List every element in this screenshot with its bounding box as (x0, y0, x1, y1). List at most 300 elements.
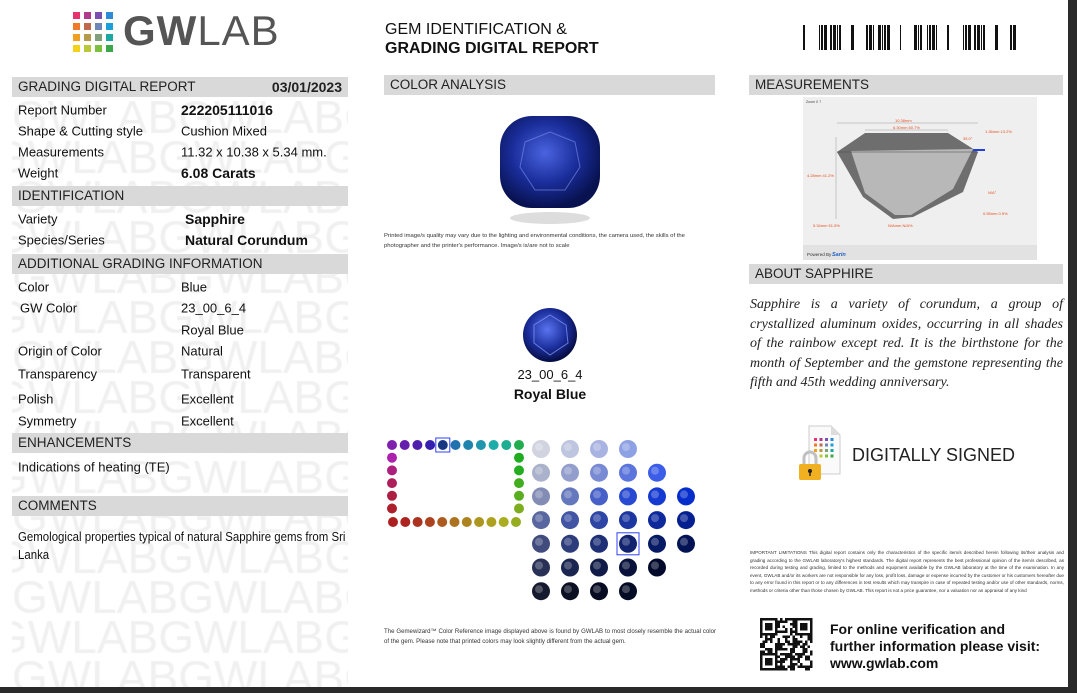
barcode (797, 25, 1017, 50)
qr-module (760, 643, 763, 646)
dot-highlight (651, 514, 659, 522)
dot-highlight (564, 490, 572, 498)
qr-module (805, 623, 808, 626)
qr-module (768, 623, 771, 626)
dot-highlight (593, 443, 601, 451)
qr-module (775, 621, 778, 624)
logo-square (84, 34, 91, 41)
enhancements-text: Indications of heating (TE) (18, 459, 170, 475)
dot-highlight (593, 490, 601, 498)
qr-module (803, 633, 806, 636)
qr-module (790, 658, 793, 661)
barcode-bar (968, 25, 971, 50)
qr-module (800, 656, 803, 659)
field-value: 23_00_6_4 (181, 300, 247, 316)
gw-color-name: Royal Blue (513, 386, 587, 402)
qr-module (785, 653, 788, 656)
barcode-bar (983, 25, 985, 50)
barcode-bar (929, 25, 931, 50)
dot-highlight (564, 467, 572, 475)
qr-module (760, 653, 763, 656)
qr-module (768, 638, 771, 641)
color-analysis-header: COLOR ANALYSIS (384, 75, 715, 95)
field-label: Symmetry (18, 413, 77, 429)
logo-square (106, 34, 113, 41)
dot-highlight (535, 585, 543, 593)
qr-module (763, 668, 766, 671)
qr-module (775, 631, 778, 634)
qr-module (765, 648, 768, 651)
qr-module (783, 658, 786, 661)
qr-module (778, 631, 781, 634)
sig-dot (825, 444, 828, 447)
qr-module (793, 656, 796, 659)
qr-module (793, 638, 796, 641)
sig-dot (814, 444, 817, 447)
qr-module (780, 618, 783, 621)
qr-module (783, 636, 786, 639)
dot-highlight (564, 443, 572, 451)
dot-highlight (651, 538, 659, 546)
hue-dot (388, 517, 398, 527)
dot-highlight (680, 538, 688, 546)
zoom-label: Zoom X 7 (806, 100, 822, 104)
qr-module (768, 668, 771, 671)
website-link[interactable]: www.gwlab.com (830, 655, 939, 671)
important-limitations: IMPORTANT LIMITATIONS This digital report contains only the characteristics of the specific item/s described herein following its/their analysis and grading according to the GWLAB laboratory's highest standards. The digital report represents the best professional opinion of the item/s described, as recorded during testing and grading, limited to the methods and equipment available by the GWLAB laboratory at the time of the examination. In any event, GWLAB and/or its workers are not responsible for any loss, profit loss, damage or expense incurred by the customer or his customers hereafter due to any error found in this report or to any differences in test results which may transpire in case of repeated testing and/or use of other standards, norms, methods or criteria other than those chosen by GWLAB. This report is not a price guarantee, nor a valuation nor an appraisal of any kind (750, 550, 1064, 593)
qr-module (810, 641, 813, 644)
barcode-bar (833, 25, 836, 50)
qr-module (795, 618, 798, 621)
qr-module (790, 661, 793, 664)
qr-module (775, 633, 778, 636)
qr-module (778, 661, 781, 664)
qr-module (790, 651, 793, 654)
table-label: 6.30mm 60.7% (893, 125, 920, 130)
comments-header: COMMENTS (12, 496, 348, 516)
barcode-bar (1013, 25, 1016, 50)
qr-module (760, 626, 763, 629)
qr-module (760, 646, 763, 649)
qr-module (770, 661, 773, 664)
qr-module (800, 623, 803, 626)
qr-module (793, 666, 796, 669)
qr-module (778, 621, 781, 624)
qr-module (795, 643, 798, 646)
hue-dot (387, 440, 397, 450)
qr-module (790, 648, 793, 651)
hue-dot (463, 440, 473, 450)
hue-dot (499, 517, 509, 527)
qr-module (800, 626, 803, 629)
qr-module (803, 666, 806, 669)
qr-module (783, 653, 786, 656)
enhancements-header: ENHANCEMENTS (12, 433, 348, 453)
qr-module (783, 631, 786, 634)
qr-module (770, 618, 773, 621)
qr-module (783, 621, 786, 624)
hue-dot (514, 465, 524, 475)
barcode-bar (932, 25, 935, 50)
sig-dot (825, 438, 828, 441)
qr-module (783, 626, 786, 629)
hue-dot (514, 453, 524, 463)
qr-module (785, 621, 788, 624)
dot-highlight (680, 514, 688, 522)
qr-module (803, 626, 806, 629)
qr-module (785, 638, 788, 641)
sig-dot (814, 438, 817, 441)
qr-module (795, 631, 798, 634)
sig-dot (831, 444, 834, 447)
qr-module (790, 628, 793, 631)
hue-dot (400, 517, 410, 527)
qr-module (790, 643, 793, 646)
qr-module (800, 663, 803, 666)
qr-module (810, 628, 813, 631)
qr-module (788, 643, 791, 646)
qr-module (798, 641, 801, 644)
qr-module (778, 646, 781, 649)
qr-module (793, 648, 796, 651)
qr-module (760, 621, 763, 624)
qr-module (760, 618, 763, 621)
qr-module (800, 646, 803, 649)
gw-color-gem (522, 307, 578, 363)
field-label: Species/Series (18, 232, 105, 248)
qr-module (805, 651, 808, 654)
qr-module (768, 618, 771, 621)
qr-module (763, 618, 766, 621)
grading-report-header: GRADING DIGITAL REPORT 03/01/2023 (12, 77, 348, 97)
qr-module (775, 626, 778, 629)
sig-dot (820, 449, 823, 452)
qr-module (775, 653, 778, 656)
qr-module (793, 626, 796, 629)
field-value: Cushion Mixed (181, 123, 267, 139)
qr-module (803, 628, 806, 631)
barcode-bar (887, 25, 890, 50)
qr-module (800, 628, 803, 631)
field-value: Natural (181, 343, 223, 359)
barcode-bar (866, 25, 868, 50)
logo-square (84, 23, 91, 30)
qr-module (798, 618, 801, 621)
qr-module (795, 626, 798, 629)
barcode-bar (873, 25, 874, 50)
qr-module (785, 618, 788, 621)
qr-module (760, 636, 763, 639)
gemewizard-color-reference (380, 430, 710, 610)
qr-module (795, 658, 798, 661)
field-value: Sapphire (185, 211, 245, 227)
qr-module (793, 663, 796, 666)
qr-module (765, 628, 768, 631)
report-title: GEM IDENTIFICATION & GRADING DIGITAL REPORT (385, 21, 599, 57)
sig-dot (831, 449, 834, 452)
barcode-bar (837, 25, 838, 50)
qr-module (808, 633, 811, 636)
sig-dot (825, 449, 828, 452)
qr-module (775, 666, 778, 669)
sig-dot (820, 455, 823, 458)
qr-module (778, 666, 781, 669)
qr-module (798, 643, 801, 646)
qr-module (793, 646, 796, 649)
dot-highlight (564, 538, 572, 546)
barcode-bar (882, 25, 883, 50)
dot-highlight (622, 585, 630, 593)
qr-module (780, 621, 783, 624)
hue-dot (425, 440, 435, 450)
about-sapphire-text: Sapphire is a variety of corundum, a group of crystallized aluminum oxides, occurring in all shades of the rainbow except red. It is the birthstone for the month of September and the gemstone representing the fifth and 45th wedding anniversary. (750, 297, 1063, 390)
qr-module (790, 653, 793, 656)
qr-module (790, 668, 793, 671)
qr-module (793, 651, 796, 654)
qr-module (808, 658, 811, 661)
dot-highlight (651, 467, 659, 475)
hue-dot (387, 491, 397, 501)
field-label: Transparency (18, 366, 97, 382)
qr-module (765, 663, 768, 666)
hue-dot (438, 440, 448, 450)
qr-module (783, 661, 786, 664)
sig-dot (814, 449, 817, 452)
barcode-bar (974, 25, 976, 50)
qr-module (795, 623, 798, 626)
digitally-signed-icon (797, 424, 843, 482)
qr-module (808, 666, 811, 669)
qr-module (765, 636, 768, 639)
pavilion-label: 4.28mm 41.2% (807, 173, 834, 178)
qr-module (765, 653, 768, 656)
qr-module (793, 643, 796, 646)
hue-dot (474, 517, 484, 527)
qr-module (805, 628, 808, 631)
qr-module (775, 658, 778, 661)
dot-highlight (651, 562, 659, 570)
hue-dot (387, 504, 397, 514)
field-value: Royal Blue (181, 322, 244, 338)
qr-module (793, 618, 796, 621)
qr-module (798, 658, 801, 661)
hue-dot (514, 491, 524, 501)
barcode-bar (981, 25, 982, 50)
qr-module (798, 653, 801, 656)
qr-module (785, 641, 788, 644)
qr-module (788, 618, 791, 621)
qr-module (765, 626, 768, 629)
logo-squares (73, 12, 115, 54)
qr-module (775, 656, 778, 659)
qr-module (808, 668, 811, 671)
qr-module (770, 648, 773, 651)
qr-module (775, 661, 778, 664)
qr-code[interactable] (760, 618, 814, 672)
qr-module (805, 668, 808, 671)
qr-module (760, 651, 763, 654)
qr-module (763, 643, 766, 646)
dot-highlight (651, 490, 659, 498)
qr-module (770, 651, 773, 654)
qr-module (780, 658, 783, 661)
logo-square (73, 12, 80, 19)
barcode-bar (851, 25, 854, 50)
qr-module (770, 663, 773, 666)
dot-highlight (535, 490, 543, 498)
qr-module (775, 648, 778, 651)
identification-header: IDENTIFICATION (12, 186, 348, 206)
qr-module (760, 661, 763, 664)
qr-module (778, 641, 781, 644)
qr-module (775, 651, 778, 654)
logo-square (95, 23, 102, 30)
field-value: Transparent (181, 366, 251, 382)
logo-square (73, 34, 80, 41)
qr-module (800, 618, 803, 621)
qr-module (768, 633, 771, 636)
qr-module (773, 668, 776, 671)
dot-highlight (564, 585, 572, 593)
qr-module (795, 641, 798, 644)
qr-module (808, 656, 811, 659)
barcode-bar (869, 25, 872, 50)
qr-module (795, 621, 798, 624)
logo-square (84, 12, 91, 19)
qr-module (793, 623, 796, 626)
qr-module (763, 653, 766, 656)
barcode-bar (914, 25, 917, 50)
field-value: Excellent (181, 391, 234, 407)
qr-module (810, 663, 813, 666)
qr-module (800, 641, 803, 644)
qr-module (800, 633, 803, 636)
qr-module (800, 653, 803, 656)
field-value: 222205111016 (181, 102, 273, 118)
culet-label: N/Amm N/A% (888, 223, 913, 228)
comments-text: Gemological properties typical of natural Sapphire gems from Sri Lanka (18, 529, 346, 562)
qr-module (778, 626, 781, 629)
qr-module (810, 651, 813, 654)
field-value: 11.32 x 10.38 x 5.34 mm. (181, 144, 327, 160)
logo-text: GWLAB (123, 7, 280, 54)
girdle-label: 0.55mm 0.5% (983, 211, 1008, 216)
hue-dot (462, 517, 472, 527)
qr-module (798, 661, 801, 664)
qr-module (780, 646, 783, 649)
qr-module (788, 641, 791, 644)
qr-module (768, 626, 771, 629)
qr-module (790, 618, 793, 621)
barcode-bar (1010, 25, 1012, 50)
qr-module (780, 668, 783, 671)
qr-module (800, 666, 803, 669)
qr-module (783, 666, 786, 669)
qr-module (790, 656, 793, 659)
qr-module (785, 658, 788, 661)
field-label: Shape & Cutting style (18, 123, 144, 139)
qr-module (760, 656, 763, 659)
qr-module (793, 668, 796, 671)
qr-module (780, 661, 783, 664)
qr-module (810, 623, 813, 626)
hue-dot (437, 517, 447, 527)
qr-module (800, 636, 803, 639)
qr-module (803, 618, 806, 621)
qr-module (795, 653, 798, 656)
pavilion-angle-label: N/A° (988, 190, 997, 195)
barcode-bar (920, 25, 922, 50)
qr-module (788, 666, 791, 669)
qr-module (795, 646, 798, 649)
qr-module (785, 631, 788, 634)
hue-dot (425, 517, 435, 527)
width-label: 10.38mm (895, 118, 912, 123)
hue-dot (387, 478, 397, 488)
barcode-bar (824, 25, 827, 50)
qr-module (778, 648, 781, 651)
sig-dot (820, 438, 823, 441)
qr-module (763, 646, 766, 649)
gemewizard-note: The Gemewizard™ Color Reference image displayed above is found by GWLAB to most closely resemble the actual color of the gem. Please note that printed colors may look slightly different from the actual gem. (384, 628, 716, 645)
qr-module (765, 623, 768, 626)
qr-module (780, 631, 783, 634)
qr-module (775, 628, 778, 631)
barcode-bar (821, 25, 823, 50)
qr-module (765, 661, 768, 664)
qr-module (760, 663, 763, 666)
barcode-bar (819, 25, 820, 50)
qr-module (765, 668, 768, 671)
hue-dot (511, 517, 521, 527)
hue-dot (489, 440, 499, 450)
right-edge (1068, 0, 1077, 693)
qr-module (770, 653, 773, 656)
crown-label: 1.36mm 13.2% (985, 129, 1012, 134)
qr-module (798, 666, 801, 669)
qr-module (810, 636, 813, 639)
qr-module (803, 643, 806, 646)
field-value: Blue (181, 279, 208, 295)
dot-highlight (564, 514, 572, 522)
barcode-bar (884, 25, 886, 50)
qr-module (783, 668, 786, 671)
qr-module (765, 658, 768, 661)
qr-module (785, 648, 788, 651)
qr-module (790, 633, 793, 636)
qr-module (780, 666, 783, 669)
logo-square (84, 45, 91, 52)
dot-highlight (622, 443, 630, 451)
qr-module (763, 641, 766, 644)
qr-module (780, 653, 783, 656)
qr-module (810, 638, 813, 641)
qr-module (778, 643, 781, 646)
logo-square (95, 12, 102, 19)
logo-square (73, 45, 80, 52)
qr-module (805, 656, 808, 659)
qr-module (768, 658, 771, 661)
qr-module (760, 633, 763, 636)
gem-photo (495, 112, 605, 227)
qr-module (785, 628, 788, 631)
dot-highlight (593, 538, 601, 546)
qr-module (770, 658, 773, 661)
verification-text: For online verification and further information please visit: www.gwlab.com (830, 621, 1041, 671)
photo-disclaimer: Printed image/s quality may vary due to the lighting and environmental conditions, the camera used, the skills of the photographer and the printer's performance. Image/s is/are not to scale (384, 233, 685, 249)
qr-module (768, 628, 771, 631)
field-label: Measurements (18, 144, 104, 160)
